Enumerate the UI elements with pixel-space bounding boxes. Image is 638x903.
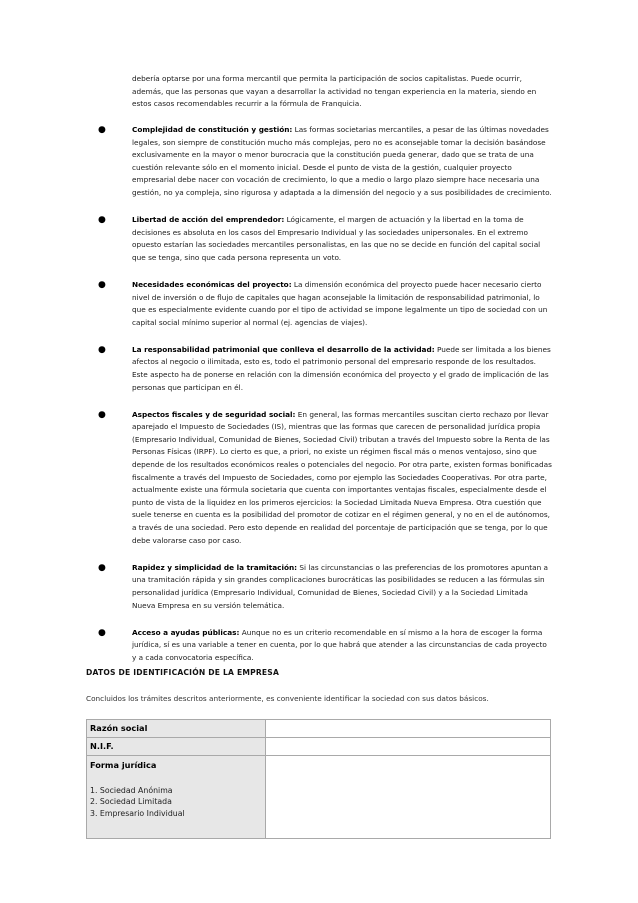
- bullet-icon: ●: [98, 279, 106, 290]
- list-item: [0, 562, 638, 612]
- bullet-text: Puede ser limitada a los bienes afectos al negocio o ilimitada, esto es, todo el patrimonio personal del empresario responde de los resultados. Este aspecto ha de ponerse en relación con la dimensión económica del proyecto y el grado de implicación de las personas que participan en él.: [132, 344, 551, 392]
- bullet-icon: ●: [98, 409, 106, 420]
- bullet-title: Rapidez y simplicidad de la tramitación:: [132, 562, 298, 572]
- razon-social-label: Razón social: [87, 720, 266, 738]
- bullet-text: Si las circunstancias o las preferencias de los promotores apuntan a una tramitación rápida y sin grandes complicaciones burocráticas las posibilidades se reducen a las fórmulas sin personalidad jurídica (Empresario Individual, Comunidad de Bienes, Sociedad Civil) y a la Sociedad Limitada Nueva Empresa en su versión telemática.: [132, 562, 548, 610]
- bullet-title: La responsabilidad patrimonial que conlleva el desarrollo de la actividad:: [132, 344, 435, 354]
- razon-social-field[interactable]: [266, 720, 551, 738]
- intro-paragraph: debería optarse por una forma mercantil que permita la participación de socios capitalistas. Puede ocurrir, además, que las personas que vayan a desarrollar la actividad no tengan experiencia en la materia, siendo en estos casos recomendables recurrir a la fórmula de Franquicia.: [132, 74, 537, 109]
- bullet-icon: ●: [98, 215, 106, 226]
- nif-field[interactable]: [266, 738, 551, 756]
- company-data-table: [86, 719, 551, 839]
- bullet-title: Necesidades económicas del proyecto:: [132, 279, 292, 289]
- bullet-icon: ●: [98, 125, 106, 135]
- nif-label: N.I.F.: [87, 738, 266, 756]
- forma-juridica-options: [90, 785, 262, 819]
- list-item: [0, 627, 638, 665]
- bullet-text: La dimensión económica del proyecto puede hacer necesario cierto nivel de inversión o de flujo de capitales que hagan aconsejable la limitación de responsabilidad patrimonial, lo que es especialmente evidente cuando por el tipo de actividad se impone legalmente un tipo de sociedad con un capital social mínimo superior al normal (ej. agencias de viajes).: [132, 279, 548, 327]
- bullet-icon: ●: [98, 627, 106, 638]
- table-row: [87, 738, 551, 756]
- bullet-text: Las formas societarias mercantiles, a pesar de las últimas novedades legales, son siempre de constitución mucho más complejas, pero no es aconsejable tomar la decisión basándose exclusivamente en la mayor o menor burocracia que la constitución pueda generar, dado que se trata de una cuestión relevante sólo en el momento inicial. Desde el punto de vista de la gestión, cualquier proyecto empresarial debe nacer con vocación de crecimiento, lo que a medio o largo plazo siempre hace necesaria una gestión, no ya compleja, sino rigurosa y adaptada a la dimensión del negocio y a sus posibilidades de crecimiento.: [132, 125, 552, 197]
- option-item: 1. Sociedad Anónima: [90, 786, 173, 795]
- forma-juridica-label: Forma jurídica: [90, 760, 157, 770]
- bullet-title: Aspectos fiscales y de seguridad social:: [132, 409, 296, 419]
- bullet-title: Acceso a ayudas públicas:: [132, 627, 240, 637]
- section-paragraph: Concluidos los trámites descritos anteriormente, es conveniente identificar la sociedad con sus datos básicos.: [86, 694, 489, 703]
- bullet-text: En general, las formas mercantiles suscitan cierto rechazo por llevar aparejado el Impuesto de Sociedades (IS), mientras que las formas que carecen de personalidad jurídica propia (Empresario Individual, Comunidad de Bienes, Sociedad Civil) tributan a través del Impuesto sobre la Renta de las Personas Físicas (IRPF). Lo cierto es que, a priori, no existe un régimen fiscal más o menos ventajoso, sino que depende de los resultados económicos reales o potenciales del negocio. Por otra parte, existen formas bonificadas fiscalmente a través del Impuesto de Sociedades, como por ejemplo las Sociedades Cooperativas. Por otra parte, actualmente existe una fórmula societaria que cuenta con importantes ventajas fiscales, especialmente desde el punto de vista de la liquidez en los primeros ejercicios: la Sociedad Limitada Nueva Empresa. Otra cuestión que suele tenerse en cuenta es la posibilidad del promotor de cotizar en el régimen general, y no en el de autónomos, a través de una sociedad. Pero esto depende en realidad del porcentaje de participación que se tenga, por lo que debe valorarse caso por caso.: [132, 409, 552, 545]
- bullet-icon: ●: [98, 344, 106, 355]
- list-item: [0, 214, 638, 264]
- bullet-text: Lógicamente, el margen de actuación y la libertad en la toma de decisiones es absoluta en los casos del Empresario Individual y las sociedades unipersonales. En el extremo opuesto estarían las sociedades mercantiles personalistas, en las que no se decide en función del capital social que se tenga, sino que cada persona representa un voto.: [132, 215, 541, 262]
- bullet-text: Aunque no es un criterio recomendable en sí mismo a la hora de escoger la forma jurídica, sí es una variable a tener en cuenta, por lo que habrá que atender a las circunstancias de cada proyecto y a cada convocatoria específica.: [132, 627, 547, 662]
- list-item: [0, 344, 638, 394]
- list-item: [0, 124, 638, 200]
- option-item: 2. Sociedad Limitada: [90, 797, 172, 807]
- forma-juridica-cell: [87, 756, 266, 839]
- bullet-title: Libertad de acción del emprendedor:: [132, 215, 285, 225]
- list-item: [0, 409, 638, 548]
- forma-juridica-field[interactable]: [266, 756, 551, 839]
- section-heading: DATOS DE IDENTIFICACIÓN DE LA EMPRESA: [86, 668, 280, 677]
- list-item: [0, 279, 638, 329]
- bullet-icon: ●: [98, 562, 106, 573]
- bullet-title: Complejidad de constitución y gestión:: [132, 125, 293, 134]
- criteria-list: [0, 124, 638, 679]
- table-row: [87, 720, 551, 738]
- table-row: [87, 756, 551, 839]
- option-item: 3. Empresario Individual: [90, 808, 185, 818]
